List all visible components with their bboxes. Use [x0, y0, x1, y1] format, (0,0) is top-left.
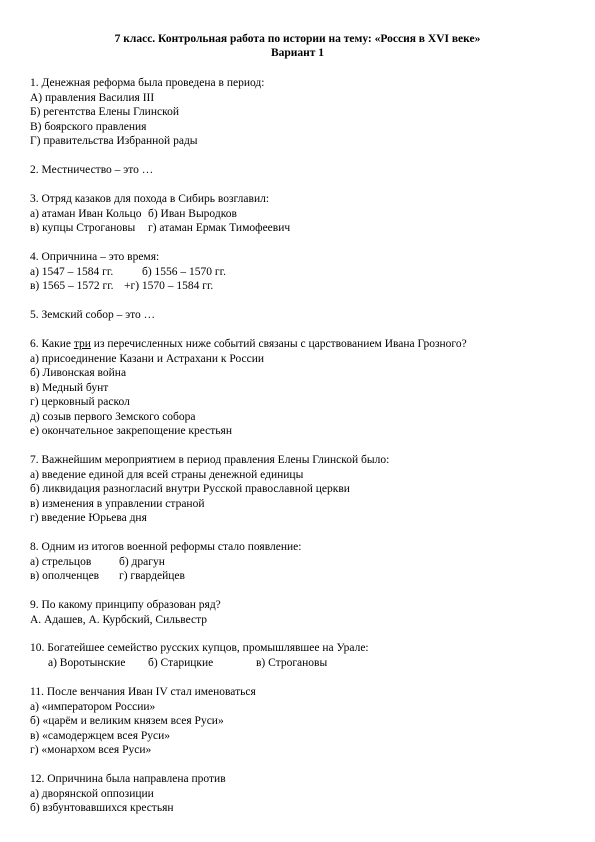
- question-text: 1. Денежная реформа была проведена в период:: [30, 77, 265, 89]
- question-9: [30, 598, 570, 627]
- answer-option: Б) регентства Елены Глинской: [30, 106, 180, 118]
- answer-row: [30, 265, 570, 280]
- question-text: 4. Опричнина – это время:: [30, 251, 160, 263]
- answer-option: е) окончательное закрепощение крестьян: [30, 425, 232, 437]
- question-4: [30, 250, 570, 294]
- question-6: [30, 337, 570, 439]
- answer-option: в) Медный бунт: [30, 381, 109, 394]
- variant-label: Вариант 1: [270, 47, 325, 59]
- answer-option: г) «монархом всея Руси»: [30, 744, 152, 756]
- question-10: [30, 641, 570, 670]
- question-7: [30, 453, 570, 526]
- question-text-part: 6. Какие: [30, 338, 74, 350]
- question-text: 7. Важнейшим мероприятием в период правления Елены Глинской было:: [30, 454, 390, 466]
- question-text: 11. После венчания Иван IV стал именоваться: [30, 686, 256, 698]
- question-text: 9. По какому принципу образован ряд?: [30, 599, 221, 611]
- worksheet-title: 7 класс. Контрольная работа по истории на тему: «Россия в XVI веке»: [114, 33, 481, 45]
- answer-row: [30, 207, 570, 222]
- answer-option: г) гвардейцев: [119, 570, 185, 582]
- question-5: [30, 308, 570, 323]
- answer-option: в) изменения в управлении страной: [30, 497, 205, 510]
- question-11: [30, 685, 570, 758]
- answer-option: б) Иван Выродков: [148, 207, 237, 220]
- answer-option: в) купцы Строгановы: [30, 222, 136, 234]
- answer-option: в) 1565 – 1572 гг.: [30, 280, 114, 292]
- answer-option: б) Старицкие: [148, 656, 214, 669]
- question-text: 12. Опричнина была направлена против: [30, 773, 226, 785]
- answer-option: В) боярского правления: [30, 120, 147, 133]
- answer-option: г) введение Юрьева дня: [30, 512, 147, 524]
- question-text: 3. Отряд казаков для похода в Сибирь возглавил:: [30, 193, 270, 205]
- question-text-part: из перечисленных ниже событий связаны с царствованием Ивана Грозного?: [90, 338, 467, 350]
- question-3: [30, 192, 570, 236]
- answer-option: а) присоединение Казани и Астрахани к России: [30, 352, 265, 365]
- answer-option: б) взбунтовавшихся крестьян: [30, 802, 174, 814]
- question-text: [30, 337, 570, 352]
- answer-option: А) правления Василия III: [30, 91, 155, 104]
- question-text: 10. Богатейшее семейство русских купцов, промышлявшее на Урале:: [30, 642, 369, 654]
- underlined-word: три: [73, 338, 91, 350]
- answer-text: А. Адашев, А. Курбский, Сильвестр: [30, 613, 207, 626]
- answer-option: б) ликвидация разногласий внутри Русской православной церкви: [30, 483, 350, 495]
- answer-option: Г) правительства Избранной рады: [30, 135, 198, 147]
- question-8: [30, 540, 570, 584]
- answer-option: а) Воротынские: [48, 656, 126, 669]
- answer-option: д) созыв первого Земского собора: [30, 410, 196, 423]
- answer-row: [30, 555, 570, 570]
- answer-row: [30, 279, 570, 294]
- answer-option: б) 1556 – 1570 гг.: [142, 265, 226, 278]
- question-2: [30, 163, 570, 178]
- answer-option: в) ополченцев: [30, 570, 100, 582]
- answer-option: а) введение единой для всей страны денежной единицы: [30, 468, 304, 481]
- answer-option: в) Строгановы: [256, 656, 328, 669]
- answer-option: а) «императором России»: [30, 700, 156, 713]
- answer-option: в) «самодержцем всея Руси»: [30, 729, 171, 742]
- answer-option: б) драгун: [119, 555, 165, 568]
- answer-option: а) 1547 – 1584 гг.: [30, 265, 114, 278]
- answer-option: а) дворянской оппозиции: [30, 787, 154, 800]
- answer-option: г) атаман Ермак Тимофеевич: [148, 222, 291, 234]
- answer-row: [30, 569, 570, 584]
- answer-row: [30, 656, 570, 671]
- question-1: [30, 76, 570, 149]
- answer-option: а) атаман Иван Кольцо: [30, 207, 142, 220]
- answer-option: б) «царём и великим князем всея Руси»: [30, 715, 224, 727]
- question-12: [30, 772, 570, 816]
- question-text: 2. Местничество – это …: [30, 164, 154, 176]
- answer-option: б) Ливонская война: [30, 367, 127, 379]
- answer-option: г) церковный раскол: [30, 396, 130, 408]
- answer-option: а) стрельцов: [30, 555, 92, 568]
- answer-option: +г) 1570 – 1584 гг.: [124, 280, 214, 292]
- answer-row: [30, 221, 570, 236]
- question-text: 8. Одним из итогов военной реформы стало появление:: [30, 541, 302, 553]
- question-text: 5. Земский собор – это …: [30, 309, 156, 321]
